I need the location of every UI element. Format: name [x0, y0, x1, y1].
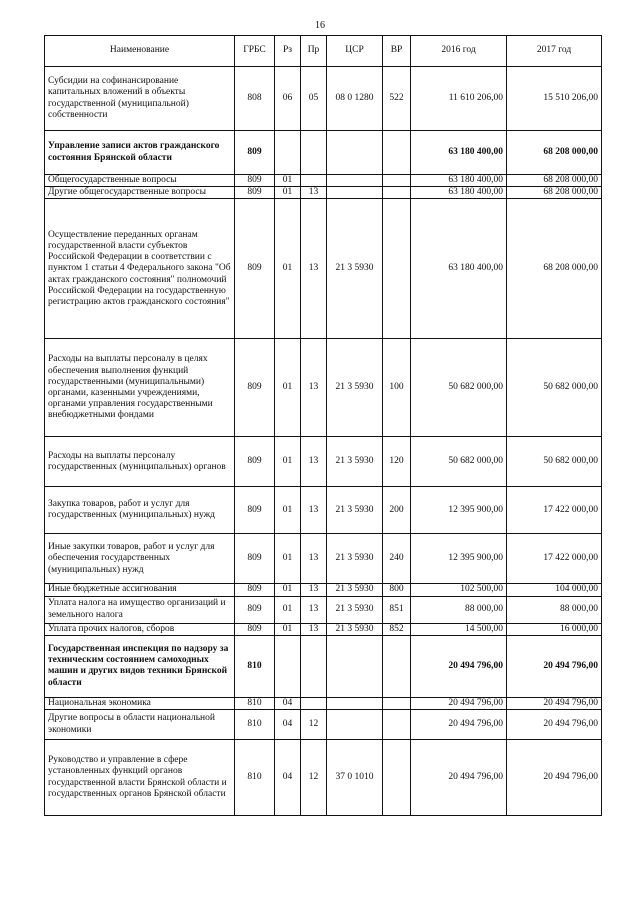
table-row — [45, 534, 602, 584]
cell-2017: 16 000,00 — [507, 623, 602, 635]
table-row — [45, 710, 602, 740]
cell-grbs: 809 — [235, 534, 275, 584]
cell-grbs: 810 — [235, 740, 275, 816]
cell-csr: 21 3 5930 — [327, 584, 383, 596]
cell-vr: 200 — [383, 487, 411, 534]
cell-rz: 01 — [275, 534, 301, 584]
cell-name: Другие общегосударственные вопросы — [45, 187, 235, 199]
cell-pr — [301, 175, 327, 187]
cell-vr — [383, 199, 411, 339]
cell-pr — [301, 635, 327, 697]
cell-name: Расходы на выплаты персоналу в целях обеспечения выполнения функций государственными (муниципальными) органами, казенными учреждениями, органами управления государственными внебюджетными фондами — [45, 339, 235, 437]
cell-2016: 20 494 796,00 — [411, 710, 507, 740]
cell-name: Государственная инспекция по надзору за техническим состоянием самоходных машин и других видов техники Брянской области — [45, 635, 235, 697]
cell-2016: 63 180 400,00 — [411, 175, 507, 187]
cell-2016: 63 180 400,00 — [411, 187, 507, 199]
cell-vr — [383, 175, 411, 187]
cell-vr: 100 — [383, 339, 411, 437]
cell-csr: 21 3 5930 — [327, 339, 383, 437]
cell-csr: 21 3 5930 — [327, 487, 383, 534]
cell-name: Иные закупки товаров, работ и услуг для обеспечения государственных (муниципальных) нужд — [45, 534, 235, 584]
cell-rz — [275, 635, 301, 697]
cell-2016: 11 610 206,00 — [411, 67, 507, 131]
header-vr: ВР — [383, 36, 411, 67]
table-row — [45, 67, 602, 131]
cell-name: Руководство и управление в сфере установленных функций органов государственной власти Брянской области и государственных органов Брянской области — [45, 740, 235, 816]
table-row — [45, 487, 602, 534]
cell-pr: 13 — [301, 187, 327, 199]
cell-pr: 13 — [301, 339, 327, 437]
cell-name: Иные бюджетные ассигнования — [45, 584, 235, 596]
cell-csr — [327, 131, 383, 175]
cell-2016: 20 494 796,00 — [411, 635, 507, 697]
cell-grbs: 809 — [235, 175, 275, 187]
table-row — [45, 697, 602, 709]
cell-csr: 21 3 5930 — [327, 199, 383, 339]
cell-csr: 21 3 5930 — [327, 534, 383, 584]
cell-rz: 04 — [275, 710, 301, 740]
cell-2016: 12 395 900,00 — [411, 487, 507, 534]
cell-grbs: 808 — [235, 67, 275, 131]
cell-name: Расходы на выплаты персоналу государственных (муниципальных) органов — [45, 437, 235, 487]
cell-grbs: 809 — [235, 339, 275, 437]
budget-table — [44, 35, 602, 816]
cell-vr — [383, 697, 411, 709]
cell-vr — [383, 710, 411, 740]
table-row — [45, 740, 602, 816]
cell-vr: 120 — [383, 437, 411, 487]
cell-vr — [383, 635, 411, 697]
cell-2016: 20 494 796,00 — [411, 740, 507, 816]
cell-grbs: 809 — [235, 187, 275, 199]
cell-vr — [383, 187, 411, 199]
cell-csr: 08 0 1280 — [327, 67, 383, 131]
cell-grbs: 809 — [235, 584, 275, 596]
cell-rz: 01 — [275, 596, 301, 623]
cell-csr — [327, 187, 383, 199]
cell-2017: 68 208 000,00 — [507, 187, 602, 199]
table-row — [45, 437, 602, 487]
header-name: Наименование — [45, 36, 235, 67]
cell-grbs: 809 — [235, 487, 275, 534]
cell-rz: 01 — [275, 487, 301, 534]
cell-2017: 104 000,00 — [507, 584, 602, 596]
cell-2017: 50 682 000,00 — [507, 437, 602, 487]
header-pr: Пр — [301, 36, 327, 67]
cell-2017: 20 494 796,00 — [507, 635, 602, 697]
cell-pr: 12 — [301, 740, 327, 816]
cell-pr — [301, 131, 327, 175]
cell-2017: 68 208 000,00 — [507, 131, 602, 175]
cell-pr: 12 — [301, 710, 327, 740]
table-row — [45, 339, 602, 437]
cell-pr: 13 — [301, 199, 327, 339]
cell-pr: 13 — [301, 623, 327, 635]
cell-name: Осуществление переданных органам государственной власти субъектов Российской Федерации в соответствии с пунктом 1 статьи 4 Федерального закона "Об актах гражданского состояния" полномочий Российской Федерации на государственную регистрацию актов гражданского состояния" — [45, 199, 235, 339]
cell-pr — [301, 697, 327, 709]
cell-2016: 14 500,00 — [411, 623, 507, 635]
cell-rz: 06 — [275, 67, 301, 131]
cell-rz: 01 — [275, 584, 301, 596]
cell-csr — [327, 175, 383, 187]
cell-2017: 20 494 796,00 — [507, 697, 602, 709]
cell-vr: 851 — [383, 596, 411, 623]
cell-vr — [383, 131, 411, 175]
header-rz: Рз — [275, 36, 301, 67]
cell-grbs: 810 — [235, 697, 275, 709]
table-row — [45, 584, 602, 596]
cell-name: Общегосударственные вопросы — [45, 175, 235, 187]
cell-rz: 01 — [275, 437, 301, 487]
cell-name: Национальная экономика — [45, 697, 235, 709]
cell-2017: 20 494 796,00 — [507, 740, 602, 816]
table-row — [45, 187, 602, 199]
cell-2016: 102 500,00 — [411, 584, 507, 596]
cell-name: Управление записи актов гражданского состояния Брянской области — [45, 131, 235, 175]
cell-csr: 21 3 5930 — [327, 623, 383, 635]
cell-vr: 800 — [383, 584, 411, 596]
page-number: 16 — [315, 20, 325, 31]
cell-vr: 522 — [383, 67, 411, 131]
cell-csr: 21 3 5930 — [327, 437, 383, 487]
cell-2016: 12 395 900,00 — [411, 534, 507, 584]
cell-grbs: 809 — [235, 131, 275, 175]
cell-2016: 63 180 400,00 — [411, 131, 507, 175]
cell-2017: 88 000,00 — [507, 596, 602, 623]
cell-rz: 01 — [275, 175, 301, 187]
cell-grbs: 810 — [235, 710, 275, 740]
cell-csr — [327, 635, 383, 697]
cell-2017: 15 510 206,00 — [507, 67, 602, 131]
cell-2016: 20 494 796,00 — [411, 697, 507, 709]
cell-2016: 88 000,00 — [411, 596, 507, 623]
cell-pr: 13 — [301, 534, 327, 584]
header-row — [45, 36, 602, 67]
cell-rz: 04 — [275, 697, 301, 709]
cell-name: Уплата прочих налогов, сборов — [45, 623, 235, 635]
cell-grbs: 810 — [235, 635, 275, 697]
cell-vr — [383, 740, 411, 816]
cell-2016: 50 682 000,00 — [411, 339, 507, 437]
cell-name: Закупка товаров, работ и услуг для государственных (муниципальных) нужд — [45, 487, 235, 534]
cell-csr — [327, 697, 383, 709]
header-2017: 2017 год — [507, 36, 602, 67]
table-row — [45, 623, 602, 635]
cell-csr: 21 3 5930 — [327, 596, 383, 623]
table-row — [45, 199, 602, 339]
cell-vr: 240 — [383, 534, 411, 584]
cell-rz: 01 — [275, 199, 301, 339]
header-grbs: ГРБС — [235, 36, 275, 67]
table-row — [45, 131, 602, 175]
cell-grbs: 809 — [235, 199, 275, 339]
cell-2017: 20 494 796,00 — [507, 710, 602, 740]
cell-2017: 68 208 000,00 — [507, 175, 602, 187]
cell-name: Уплата налога на имущество организаций и земельного налога — [45, 596, 235, 623]
cell-vr: 852 — [383, 623, 411, 635]
cell-pr: 13 — [301, 437, 327, 487]
cell-grbs: 809 — [235, 437, 275, 487]
cell-pr: 05 — [301, 67, 327, 131]
header-csr: ЦСР — [327, 36, 383, 67]
cell-csr — [327, 710, 383, 740]
cell-2017: 17 422 000,00 — [507, 487, 602, 534]
cell-2017: 17 422 000,00 — [507, 534, 602, 584]
cell-2017: 68 208 000,00 — [507, 199, 602, 339]
cell-pr: 13 — [301, 584, 327, 596]
cell-2016: 50 682 000,00 — [411, 437, 507, 487]
cell-2017: 50 682 000,00 — [507, 339, 602, 437]
cell-name: Другие вопросы в области национальной экономики — [45, 710, 235, 740]
cell-rz: 01 — [275, 339, 301, 437]
header-2016: 2016 год — [411, 36, 507, 67]
cell-rz: 04 — [275, 740, 301, 816]
cell-name: Субсидии на софинансирование капитальных вложений в объекты государственной (муниципальной) собственности — [45, 67, 235, 131]
cell-2016: 63 180 400,00 — [411, 199, 507, 339]
table-row — [45, 635, 602, 697]
table-row — [45, 175, 602, 187]
table-row — [45, 596, 602, 623]
cell-pr: 13 — [301, 596, 327, 623]
cell-grbs: 809 — [235, 623, 275, 635]
cell-rz: 01 — [275, 623, 301, 635]
cell-pr: 13 — [301, 487, 327, 534]
cell-grbs: 809 — [235, 596, 275, 623]
cell-rz: 01 — [275, 187, 301, 199]
cell-rz — [275, 131, 301, 175]
cell-csr: 37 0 1010 — [327, 740, 383, 816]
